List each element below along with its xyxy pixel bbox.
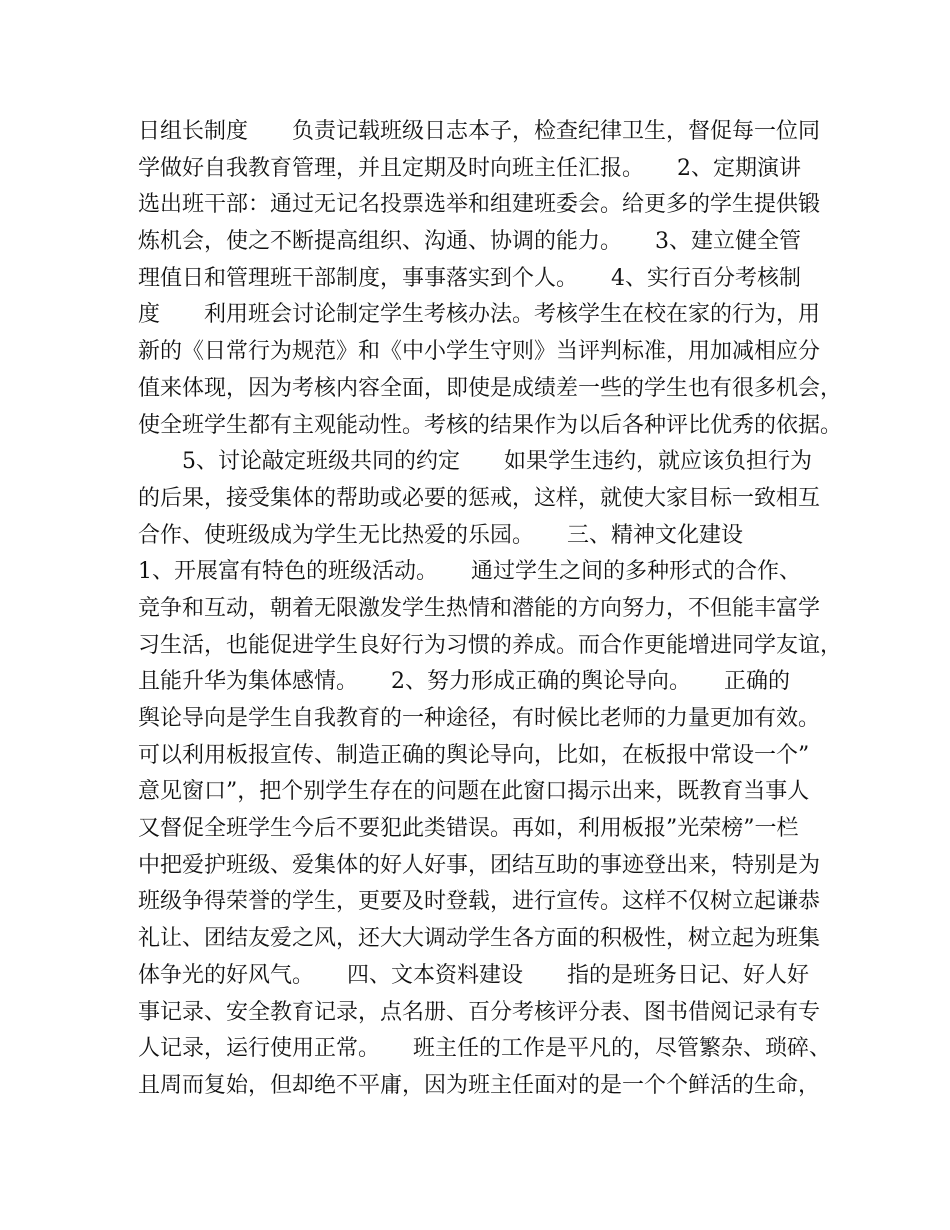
- text-line: 度 利用班会讨论制定学生考核办法。考核学生在校在家的行为，用: [138, 302, 821, 328]
- text-line: 中把爱护班级、爱集体的好人好事，团结互助的事迹登出来，特别是为: [138, 852, 821, 878]
- text-line: 舆论导向是学生自我教育的一种途径，有时候比老师的力量更加有效。: [138, 706, 821, 731]
- text-line: 的后果，接受集体的帮助或必要的惩戒，这样，就使大家目标一致相互: [138, 485, 821, 511]
- text-line: 可以利用板报宣传、制造正确的舆论导向，比如，在板报中常设一个”: [138, 742, 810, 768]
- text-line: 合作、使班级成为学生无比热爱的乐园。 三、精神文化建设: [138, 522, 744, 548]
- text-line: 班级争得荣誉的学生，更要及时登载，进行宣传。这样不仅树立起谦恭: [138, 889, 821, 915]
- text-line: 习生活，也能促进学生良好行为习惯的养成。而合作更能增进同学友谊，: [138, 632, 843, 658]
- text-line: 且周而复始，但却绝不平庸，因为班主任面对的是一个个鲜活的生命，: [138, 1072, 821, 1098]
- text-line: 炼机会，使之不断提高组织、沟通、协调的能力。 3、建立健全管: [138, 229, 801, 255]
- text-line: 又督促全班学生今后不要犯此类错误。再如，利用板报”光荣榜”一栏: [138, 816, 799, 842]
- text-line: 意见窗口”，把个别学生存在的问题在此窗口揭示出来，既教育当事人: [138, 779, 810, 805]
- text-line: 1、开展富有特色的班级活动。 通过学生之间的多种形式的合作、: [138, 559, 801, 585]
- body-text: [138, 114, 843, 1105]
- text-line: 理值日和管理班干部制度，事事落实到个人。 4、实行百分考核制: [138, 265, 801, 291]
- text-line: 竞争和互动，朝着无限激发学生热情和潜能的方向努力，不但能丰富学: [138, 595, 821, 621]
- text-line: 日组长制度 负责记载班级日志本子，检查纪律卫生，督促每一位同: [138, 119, 821, 144]
- text-line: 人记录，运行使用正常。 班主任的工作是平凡的，尽管繁杂、琐碎、: [138, 1036, 832, 1062]
- text-line: 学做好自我教育管理，并且定期及时向班主任汇报。 2、定期演讲: [138, 155, 801, 181]
- text-line: 使全班学生都有主观能动性。考核的结果作为以后各种评比优秀的依据。: [138, 412, 843, 438]
- text-line: 选出班干部：通过无记名投票选举和组建班委会。给更多的学生提供锻: [138, 192, 821, 218]
- text-line: 且能升华为集体感情。 2、努力形成正确的舆论导向。 正确的: [138, 669, 790, 695]
- text-line: 新的《日常行为规范》和《中小学生守则》当评判标准，用加减相应分: [138, 339, 821, 365]
- text-line: 礼让、团结友爱之风，还大大调动学生各方面的积极性，树立起为班集: [138, 926, 821, 952]
- text-line: 体争光的好风气。 四、文本资料建设 指的是班务日记、好人好: [138, 962, 810, 988]
- text-line: 事记录、安全教育记录，点名册、百分考核评分表、图书借阅记录有专: [138, 999, 821, 1025]
- text-line: 5、讨论敲定班级共同的约定 如果学生违约，就应该负担行为: [138, 449, 812, 475]
- text-line: 值来体现，因为考核内容全面，即使是成绩差一些的学生也有很多机会，: [138, 375, 843, 401]
